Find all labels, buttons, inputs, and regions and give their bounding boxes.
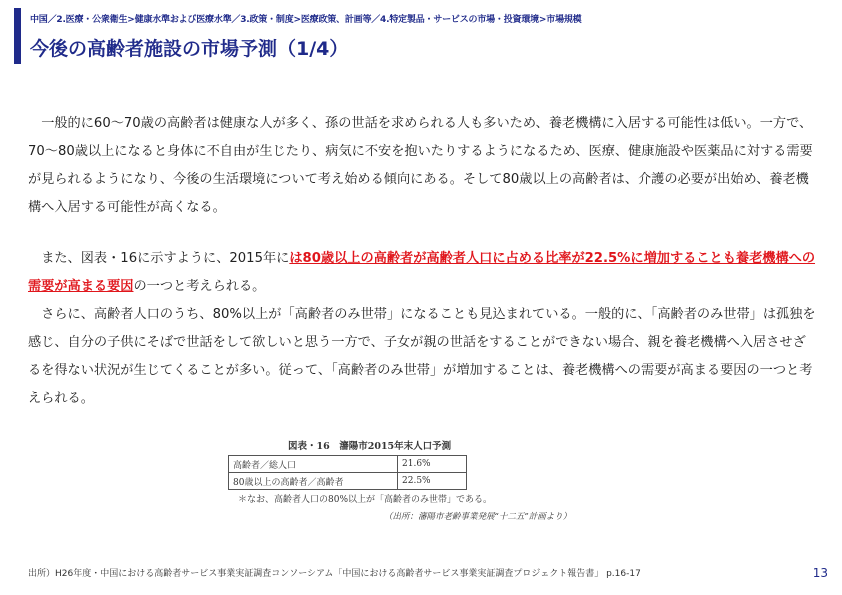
- figure-population-forecast: [226, 438, 626, 528]
- table-cell-label: 80歳以上の高齢者／高齢者: [229, 473, 398, 490]
- paragraph-2-post: の一つと考えられる。: [133, 279, 266, 294]
- page-title: 今後の高齢者施設の市場予測（1/4）: [30, 38, 349, 60]
- paragraph-2-pre: また、図表・16に示すように、2015年に: [41, 251, 290, 266]
- table-cell-value: 22.5%: [398, 473, 467, 490]
- figure-table: [228, 455, 467, 490]
- table-cell-value: 21.6%: [398, 456, 467, 473]
- figure-source: （出所：瀋陽市老齢事業発展“十二五”計画より）: [384, 512, 572, 522]
- table-cell-label: 高齢者／総人口: [229, 456, 398, 473]
- figure-title: 図表・16 瀋陽市2015年末人口予測: [288, 441, 452, 452]
- table-row: [229, 473, 467, 490]
- breadcrumb: 中国／2.医療・公衆衛生>健康水準および医療水準／3.政策・制度>医療政策、計画等／4.特定製品・サービスの市場・投資環境>市場規模: [30, 15, 582, 25]
- paragraph-2: [28, 245, 816, 413]
- paragraph-2-highlight: は80歳以上の高齢者が高齢者人口に占める比率が22.5%に増加することも養老機構への需要が高まる要因: [28, 251, 816, 294]
- title-accent-bar: [14, 8, 21, 64]
- footer-source: 出所）H26年度・中国における高齢者サービス事業実証調査コンソーシアム「中国における高齢者サービス事業実証調査プロジェクト報告書」 p.16-17: [28, 569, 641, 579]
- table-row: [229, 456, 467, 473]
- paragraph-3-text: さらに、高齢者人口のうち、80%以上が「高齢者のみ世帯」になることも見込まれている。一般的に、「高齢者のみ世帯」は孤独を感じ、自分の子供にそばで世話をして欲しいと思う一方で、子女が親の世話をすることができない場合、親を養老機構へ入居させざるを得ない状況が生じてくることが多い。従って、「高齢者のみ世帯」が増加することは、養老機構への需要が高まる要因の一つと考えられる。: [28, 307, 816, 406]
- page-number: 13: [812, 566, 828, 580]
- paragraph-1: [28, 110, 816, 222]
- figure-note: ＊なお、高齢者人口の80%以上が「高齢者のみ世帯」である。: [238, 495, 493, 505]
- paragraph-1-text: 一般的に60〜70歳の高齢者は健康な人が多く、孫の世話を求められる人も多いため、養老機構に入居する可能性は低い。一方で、70〜80歳以上になると身体に不自由が生じたり、病気に不安を抱いたりするようになるため、医療、健康施設や医薬品に対する需要が見られるようになり、今後の生活環境について考え始める傾向にある。そして80歳以上の高齢者は、介護の必要が出始め、養老機構へ入居する可能性が高くなる。: [28, 116, 813, 215]
